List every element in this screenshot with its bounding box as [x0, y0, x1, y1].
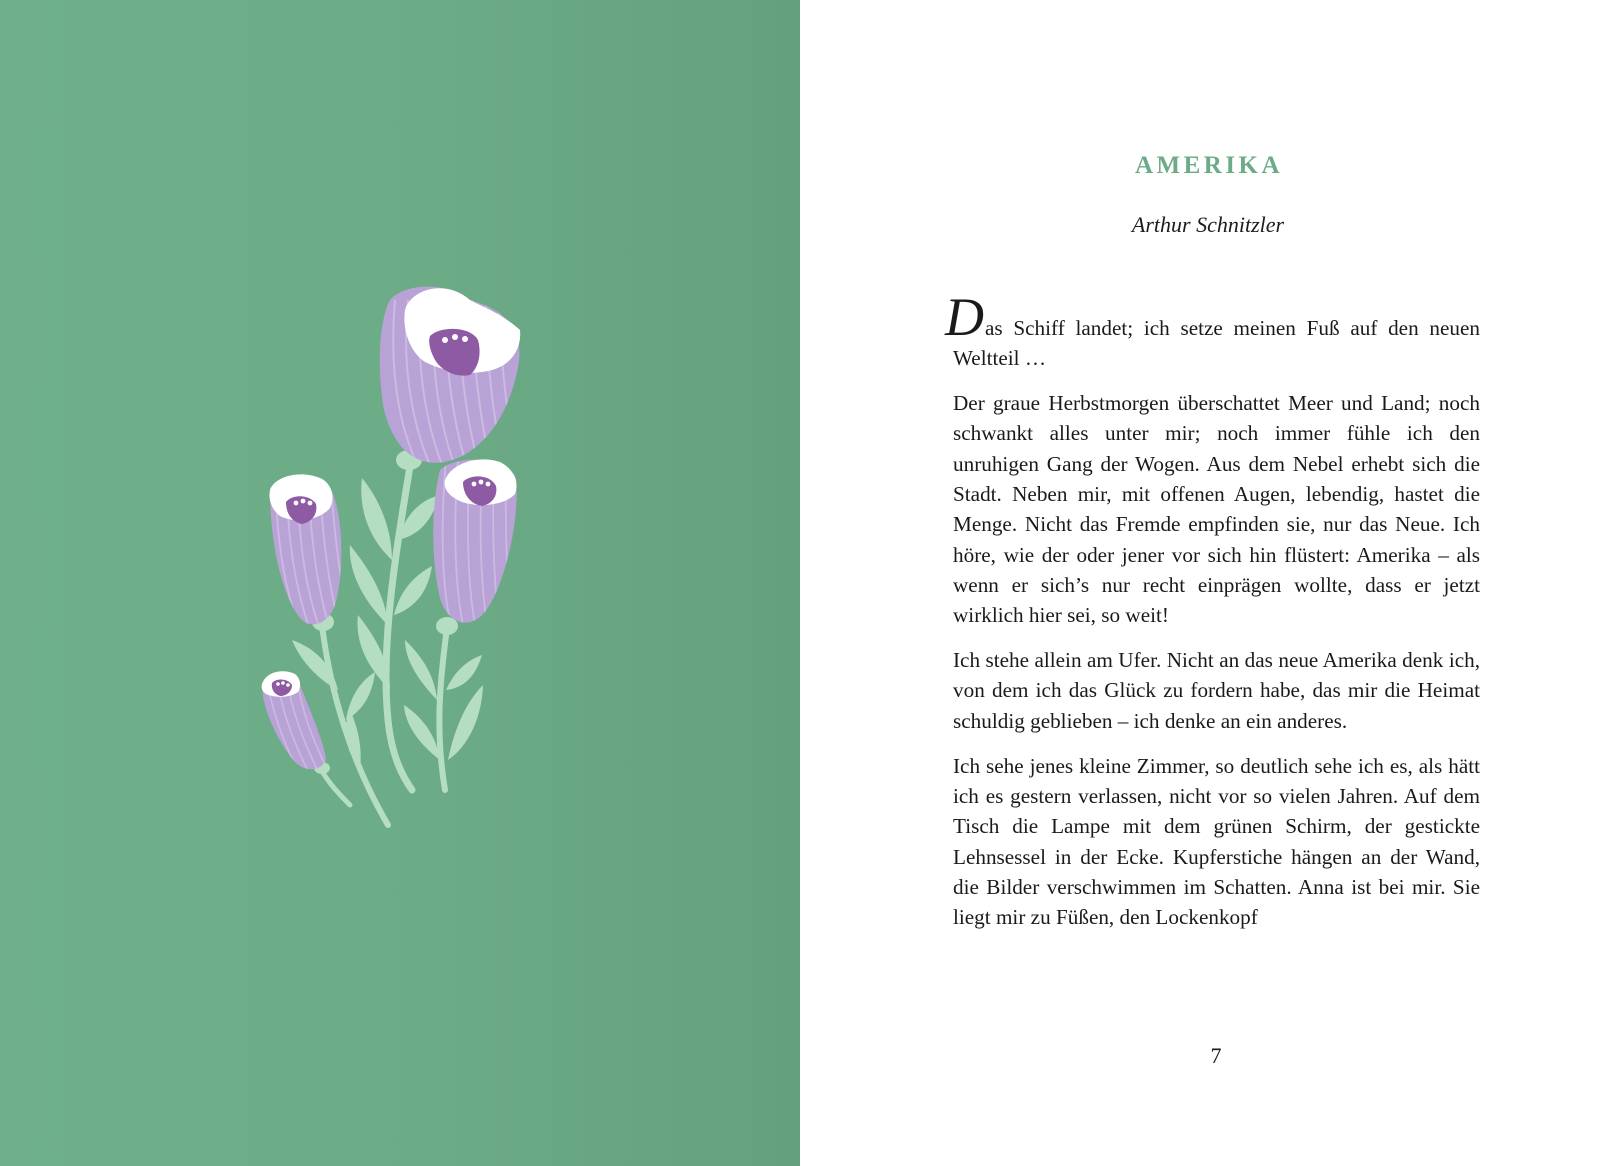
page-number: 7 [1210, 1043, 1222, 1068]
small-flower [262, 670, 330, 775]
paragraph-4: Ich sehe jenes kleine Zimmer, so deutlich sehe ich es, als hätt ich es gestern verlassen, nicht vor so vielen Jahren. Auf dem Tisch die Lampe mit dem grünen Schirm, der gestickte Lehnsessel in der Ecke. Kupferstiche hängen an der Wand, die Bilder verschwimmen im Schatten. Anna ist bei mir. Sie liegt mir zu Füßen, den Lockenkopf [953, 753, 1480, 930]
right-text-page [800, 0, 1600, 1166]
left-flower [269, 474, 350, 630]
story-body [945, 287, 1480, 947]
paragraph-2: Der graue Herbstmorgen überschattet Meer und Land; noch schwankt alles unter mir; noch immer fühle ich den unruhigen Gang der Wogen. Aus dem Nebel erhebt sich die Stadt. Neben mir, mit offenen Augen, lebendig, hastet die Menge. Nicht das Fremde empfinden sie, nur das Neue. Ich höre, wie der oder jener vor sich hin flüstert: Amerika – als wenn er sich’s nur recht einprägen wollte, dass er jetzt wirklich hier sei, so weit! [953, 391, 1480, 628]
drop-cap: D [945, 287, 984, 347]
story-author: Arthur Schnitzler [1131, 212, 1285, 237]
paragraph-3: Ich stehe allein am Ufer. Nicht an das neue Amerika denk ich, von dem ich das Glück zu fordern habe, das mir die Heimat schuldig geblieben – ich denke an ein anderes. [953, 648, 1480, 733]
large-flower [380, 287, 521, 470]
paragraph-1-text: as Schiff landet; ich setze meinen Fuß auf den neuen Weltteil … [953, 316, 1480, 371]
story-title: AMERIKA [1134, 152, 1284, 179]
paragraph-1 [945, 287, 1480, 374]
right-flower [433, 459, 516, 630]
